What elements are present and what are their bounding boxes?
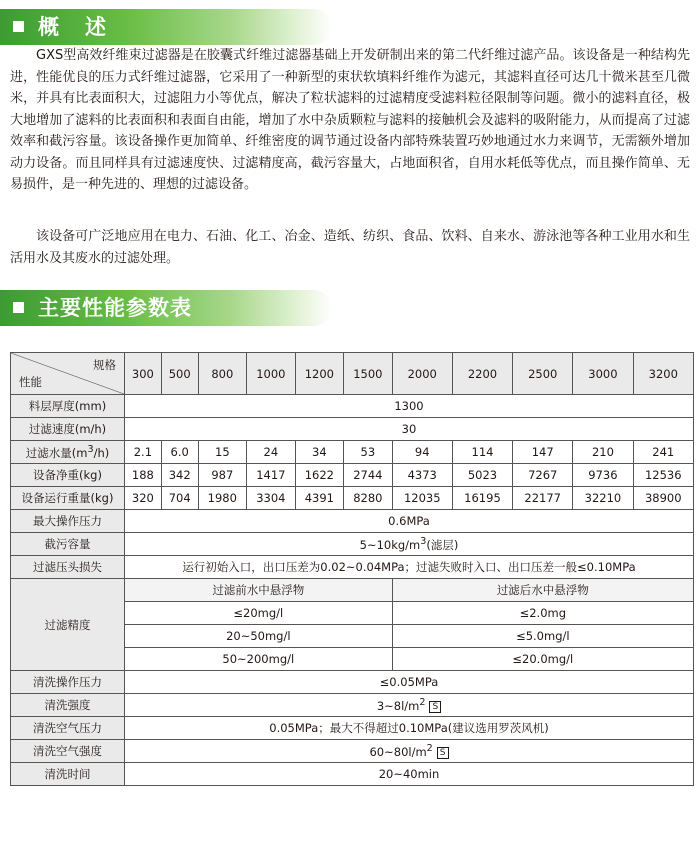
table-cell: 241 bbox=[633, 441, 693, 464]
table-cell: 188 bbox=[125, 464, 162, 487]
size-header: 3000 bbox=[573, 353, 633, 395]
table-row bbox=[11, 510, 694, 533]
size-header: 500 bbox=[161, 353, 198, 395]
size-header: 2200 bbox=[452, 353, 512, 395]
parameter-table bbox=[10, 352, 694, 786]
table-cell: 147 bbox=[513, 441, 573, 464]
row-value bbox=[125, 694, 694, 717]
per-second-box: S bbox=[429, 701, 441, 713]
table-cell: 4391 bbox=[295, 487, 344, 510]
table-cell: 94 bbox=[392, 441, 452, 464]
table-cell: 32210 bbox=[573, 487, 633, 510]
row-value bbox=[125, 533, 694, 556]
table-row bbox=[11, 763, 694, 786]
row-value: 0.6MPa bbox=[125, 510, 694, 533]
corner-spec-label: 规格 bbox=[93, 358, 116, 372]
table-cell: 5023 bbox=[452, 464, 512, 487]
row-label bbox=[11, 441, 125, 464]
size-header: 1000 bbox=[247, 353, 296, 395]
row-value: 0.05MPa；最大不得超过0.10MPa(建议选用罗茨风机) bbox=[125, 717, 694, 740]
row-value: ≤0.05MPa bbox=[125, 671, 694, 694]
params-header bbox=[0, 290, 332, 326]
row-label: 设备净重(kg) bbox=[11, 464, 125, 487]
overview-title: 概述 bbox=[38, 15, 132, 39]
table-cell: 704 bbox=[161, 487, 198, 510]
table-cell: 342 bbox=[161, 464, 198, 487]
label-superscript: 3 bbox=[87, 443, 94, 455]
params-title: 主要性能参数表 bbox=[38, 296, 192, 320]
precision-after-value: ≤5.0mg/l bbox=[392, 625, 693, 648]
table-cell: 1417 bbox=[247, 464, 296, 487]
table-row bbox=[11, 395, 694, 418]
row-label: 过滤速度(m/h) bbox=[11, 418, 125, 441]
row-label: 过滤压头损失 bbox=[11, 556, 125, 579]
value-text: (滤层) bbox=[426, 537, 459, 552]
row-label: 清洗时间 bbox=[11, 763, 125, 786]
table-cell: 7267 bbox=[513, 464, 573, 487]
table-cell: 987 bbox=[198, 464, 247, 487]
table-cell: 34 bbox=[295, 441, 344, 464]
row-value: 20~40min bbox=[125, 763, 694, 786]
table-cell: 320 bbox=[125, 487, 162, 510]
table-cell: 15 bbox=[198, 441, 247, 464]
table-cell: 24 bbox=[247, 441, 296, 464]
row-label: 设备运行重量(kg) bbox=[11, 487, 125, 510]
table-cell: 1622 bbox=[295, 464, 344, 487]
precision-after-value: ≤20.0mg/l bbox=[392, 648, 693, 671]
table-cell: 38900 bbox=[633, 487, 693, 510]
size-header: 300 bbox=[125, 353, 162, 395]
table-cell: 4373 bbox=[392, 464, 452, 487]
value-text: 3~8l/m bbox=[376, 698, 420, 713]
table-header-row bbox=[11, 353, 694, 395]
value-superscript: 2 bbox=[426, 743, 433, 755]
size-header: 2500 bbox=[513, 353, 573, 395]
square-bullet-icon bbox=[13, 302, 24, 313]
table-row bbox=[11, 740, 694, 763]
table-cell: 12536 bbox=[633, 464, 693, 487]
table-row bbox=[11, 694, 694, 717]
row-label: 最大操作压力 bbox=[11, 510, 125, 533]
overview-paragraph-1: GXS型高效纤维束过滤器是在胶囊式纤维过滤器基础上开发研制出来的第二代纤维过滤产品。该设备是一种结构先进，性能优良的压力式纤维过滤器，它采用了一种新型的束状软填料纤维作为滤元，其滤料直径可达几十微米甚至几微米，并具有比表面积大，过滤阻力小等优点，解决了粒状滤料的过滤精度受滤料粒径限制等问题。微小的滤料直径，极大地增加了滤料的比表面积和表面自由能，增加了水中杂质颗粒与滤料的接触机会及滤料的吸附能力，从而提高了过滤效率和截污容量。该设备操作更加简单、纤维密度的调节通过设备内部特殊装置巧妙地通过水力来调节，无需额外增加动力设备。而且同样具有过滤速度快、过滤精度高，截污容量大，占地面积省，自用水耗低等优点，而且操作简单、无易损件，是一种先进的、理想的过滤设备。 bbox=[10, 48, 690, 192]
table-cell: 53 bbox=[344, 441, 393, 464]
table-row bbox=[11, 418, 694, 441]
table-cell: 22177 bbox=[513, 487, 573, 510]
label-text: /h) bbox=[93, 445, 110, 460]
row-label: 清洗操作压力 bbox=[11, 671, 125, 694]
row-label: 过滤精度 bbox=[11, 579, 125, 671]
precision-before-value: 20~50mg/l bbox=[125, 625, 393, 648]
table-cell: 8280 bbox=[344, 487, 393, 510]
table-cell: 1980 bbox=[198, 487, 247, 510]
overview-header bbox=[0, 9, 332, 45]
precision-after-value: ≤2.0mg bbox=[392, 602, 693, 625]
row-value: 1300 bbox=[125, 395, 694, 418]
size-header: 1200 bbox=[295, 353, 344, 395]
table-row bbox=[11, 487, 694, 510]
row-label: 截污容量 bbox=[11, 533, 125, 556]
size-header: 2000 bbox=[392, 353, 452, 395]
table-cell: 2744 bbox=[344, 464, 393, 487]
table-row bbox=[11, 671, 694, 694]
table-row bbox=[11, 533, 694, 556]
per-second-box: S bbox=[437, 747, 449, 759]
precision-before-header: 过滤前水中悬浮物 bbox=[125, 579, 393, 602]
size-header: 3200 bbox=[633, 353, 693, 395]
value-superscript: 3 bbox=[420, 535, 427, 547]
row-value: 30 bbox=[125, 418, 694, 441]
table-cell: 16195 bbox=[452, 487, 512, 510]
corner-performance-label: 性能 bbox=[19, 375, 42, 389]
row-label: 清洗强度 bbox=[11, 694, 125, 717]
table-cell: 9736 bbox=[573, 464, 633, 487]
row-label: 清洗空气压力 bbox=[11, 717, 125, 740]
table-row bbox=[11, 441, 694, 464]
value-superscript: 2 bbox=[419, 697, 426, 709]
size-header: 1500 bbox=[344, 353, 393, 395]
table-cell: 6.0 bbox=[161, 441, 198, 464]
precision-before-value: 50~200mg/l bbox=[125, 648, 393, 671]
table-row bbox=[11, 717, 694, 740]
row-label: 清洗空气强度 bbox=[11, 740, 125, 763]
label-text: 过滤水量(m bbox=[25, 445, 88, 460]
table-cell: 3304 bbox=[247, 487, 296, 510]
table-row bbox=[11, 579, 694, 602]
square-bullet-icon bbox=[13, 21, 24, 32]
size-header: 800 bbox=[198, 353, 247, 395]
row-value bbox=[125, 740, 694, 763]
table-cell: 2.1 bbox=[125, 441, 162, 464]
row-label: 料层厚度(mm) bbox=[11, 395, 125, 418]
value-text: 5~10kg/m bbox=[359, 537, 421, 552]
overview-paragraph-2: 该设备可广泛地应用在电力、石油、化工、冶金、造纸、纺织、食品、饮料、自来水、游泳池等各种工业用水和生活用水及其废水的过滤处理。 bbox=[10, 229, 690, 266]
table-row bbox=[11, 556, 694, 579]
value-text: 60~80l/m bbox=[369, 744, 427, 759]
table-cell: 12035 bbox=[392, 487, 452, 510]
table-cell: 210 bbox=[573, 441, 633, 464]
precision-before-value: ≤20mg/l bbox=[125, 602, 393, 625]
row-value: 运行初始入口，出口压差为0.02~0.04MPa；过滤失败时入口、出口压差一般≤0.10MPa bbox=[125, 556, 694, 579]
table-row bbox=[11, 464, 694, 487]
table-cell: 114 bbox=[452, 441, 512, 464]
header-corner-cell bbox=[11, 353, 125, 395]
precision-after-header: 过滤后水中悬浮物 bbox=[392, 579, 693, 602]
